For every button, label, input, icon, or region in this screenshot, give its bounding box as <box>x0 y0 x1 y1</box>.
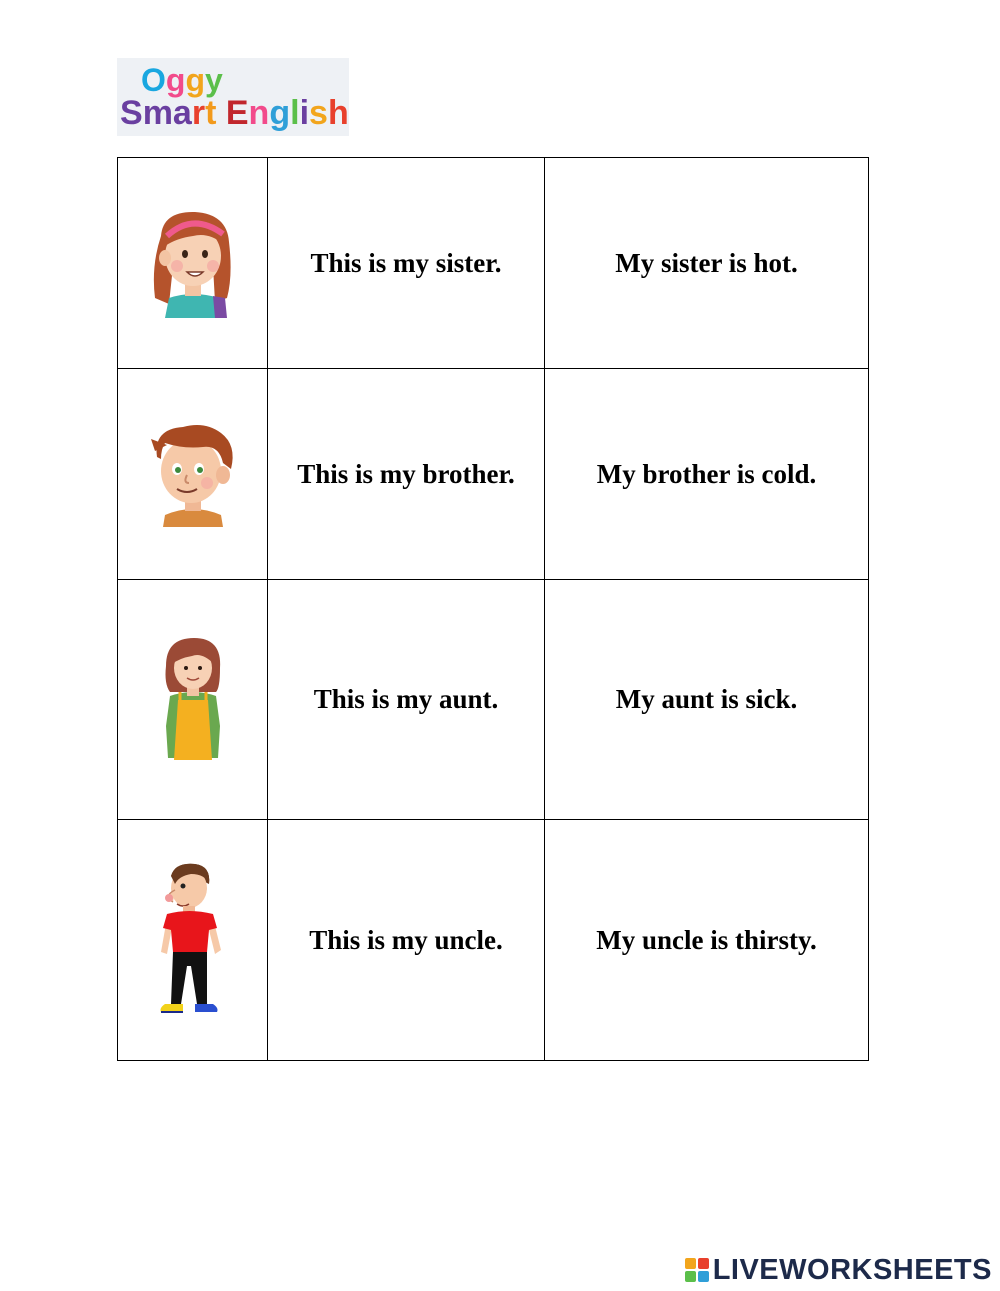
brand-mark-square <box>685 1258 696 1269</box>
brand-mark-square <box>698 1258 709 1269</box>
logo-letter: S <box>120 94 143 132</box>
girl-sister-icon <box>143 206 243 321</box>
sentence-feeling: My uncle is thirsty. <box>596 924 817 955</box>
sentence-cell <box>545 369 869 580</box>
logo-line-oggy <box>141 64 223 96</box>
logo-letter <box>216 96 225 130</box>
liveworksheets-brand <box>685 1252 992 1288</box>
logo-letter: s <box>309 94 328 132</box>
sentence-feeling: My sister is hot. <box>615 247 798 278</box>
sentence-this-is: This is my aunt. <box>313 684 499 714</box>
logo-letter: O <box>141 62 166 98</box>
picture-cell <box>118 820 268 1061</box>
sentence-this-is: This is my brother. <box>297 458 515 489</box>
oggy-smart-english-logo <box>117 58 349 136</box>
sentence-cell <box>545 158 869 369</box>
sentence-cell <box>268 158 545 369</box>
sentence-cell <box>268 580 545 820</box>
logo-letter: a <box>172 94 192 132</box>
brand-mark-square <box>685 1271 696 1282</box>
logo-letter: m <box>142 94 173 132</box>
table-row <box>118 580 869 820</box>
logo-letter: g <box>165 62 186 98</box>
logo-letter: n <box>248 94 270 132</box>
sentence-feeling: My aunt is sick. <box>615 684 798 714</box>
logo-letter: r <box>191 94 206 132</box>
sentence-cell <box>545 820 869 1061</box>
logo-letter: t <box>205 94 217 132</box>
picture-cell <box>118 158 268 369</box>
sentence-cell <box>268 820 545 1061</box>
logo-letter: h <box>327 94 349 132</box>
sentence-this-is: This is my sister. <box>310 247 502 278</box>
sentence-cell <box>545 580 869 820</box>
woman-aunt-icon <box>158 636 228 764</box>
logo-letter: E <box>225 94 249 132</box>
man-uncle-icon <box>157 862 229 1018</box>
family-sentences-table <box>117 157 869 1061</box>
sentence-feeling: My brother is cold. <box>596 458 817 489</box>
sentence-cell <box>268 369 545 580</box>
sentence-this-is: This is my uncle. <box>309 924 503 955</box>
logo-line-smart-english <box>120 96 349 130</box>
table-row <box>118 820 869 1061</box>
logo-letter: g <box>269 94 291 132</box>
liveworksheets-wordmark: LIVEWORKSHEETS <box>712 1253 992 1286</box>
picture-cell <box>118 369 268 580</box>
brand-mark-square <box>698 1271 709 1282</box>
logo-letter: g <box>185 62 205 98</box>
table-row <box>118 158 869 369</box>
picture-cell <box>118 580 268 820</box>
boy-brother-icon <box>143 419 243 529</box>
liveworksheets-logo-icon <box>685 1258 709 1282</box>
logo-letter: i <box>299 94 310 132</box>
logo-letter: y <box>204 62 223 98</box>
table-row <box>118 369 869 580</box>
logo-letter: l <box>290 94 300 132</box>
